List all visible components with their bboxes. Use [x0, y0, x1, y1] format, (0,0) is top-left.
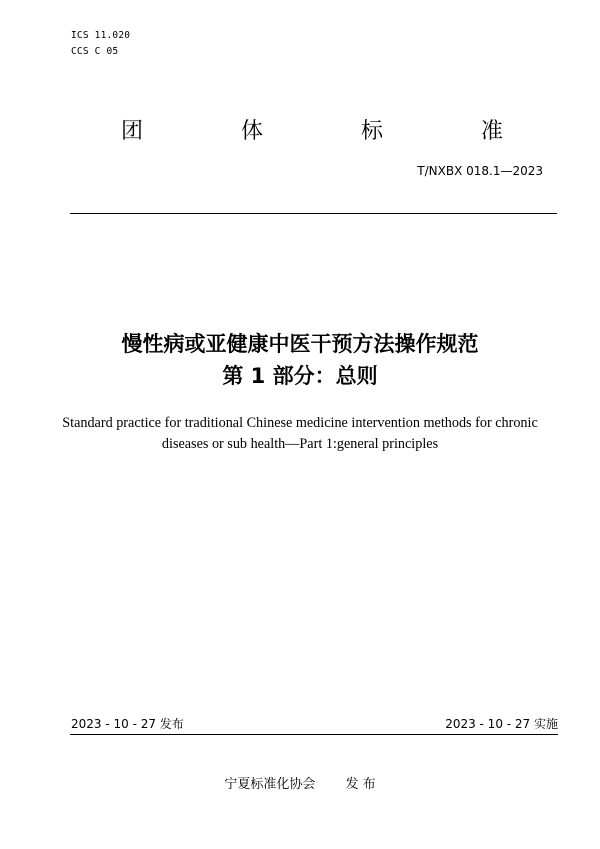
standard-type-char: 体 — [240, 119, 263, 144]
english-title-line-2: diseases or sub health—Part 1:general principles — [161, 436, 439, 452]
standard-type-heading — [112, 118, 512, 146]
issue-date: 2023 - 10 - 27 发布 — [71, 717, 184, 731]
chinese-title-line-2: 第 1 部分：总则 — [222, 364, 378, 388]
english-title — [40, 413, 560, 455]
english-title-line-1: Standard practice for traditional Chinese medicine intervention methods for chronic — [62, 415, 538, 431]
ics-code: ICS 11.020 — [71, 30, 131, 41]
chinese-title — [0, 328, 600, 392]
publish-action: 发 布 — [345, 777, 376, 792]
classification-codes — [71, 28, 130, 60]
standard-type-char: 团 — [120, 119, 143, 144]
bottom-divider — [70, 734, 558, 735]
standard-number: T/NXBX 018.1—2023 — [417, 164, 543, 178]
standard-type-char: 准 — [480, 119, 503, 144]
implementation-date: 2023 - 10 - 27 实施 — [445, 717, 558, 731]
ccs-code: CCS C 05 — [71, 46, 119, 57]
standard-type-char: 标 — [360, 119, 383, 144]
top-divider — [70, 213, 557, 214]
publisher-org: 宁夏标准化协会 — [224, 777, 316, 792]
chinese-title-line-1: 慢性病或亚健康中医干预方法操作规范 — [121, 332, 479, 356]
publisher-line — [0, 776, 600, 794]
